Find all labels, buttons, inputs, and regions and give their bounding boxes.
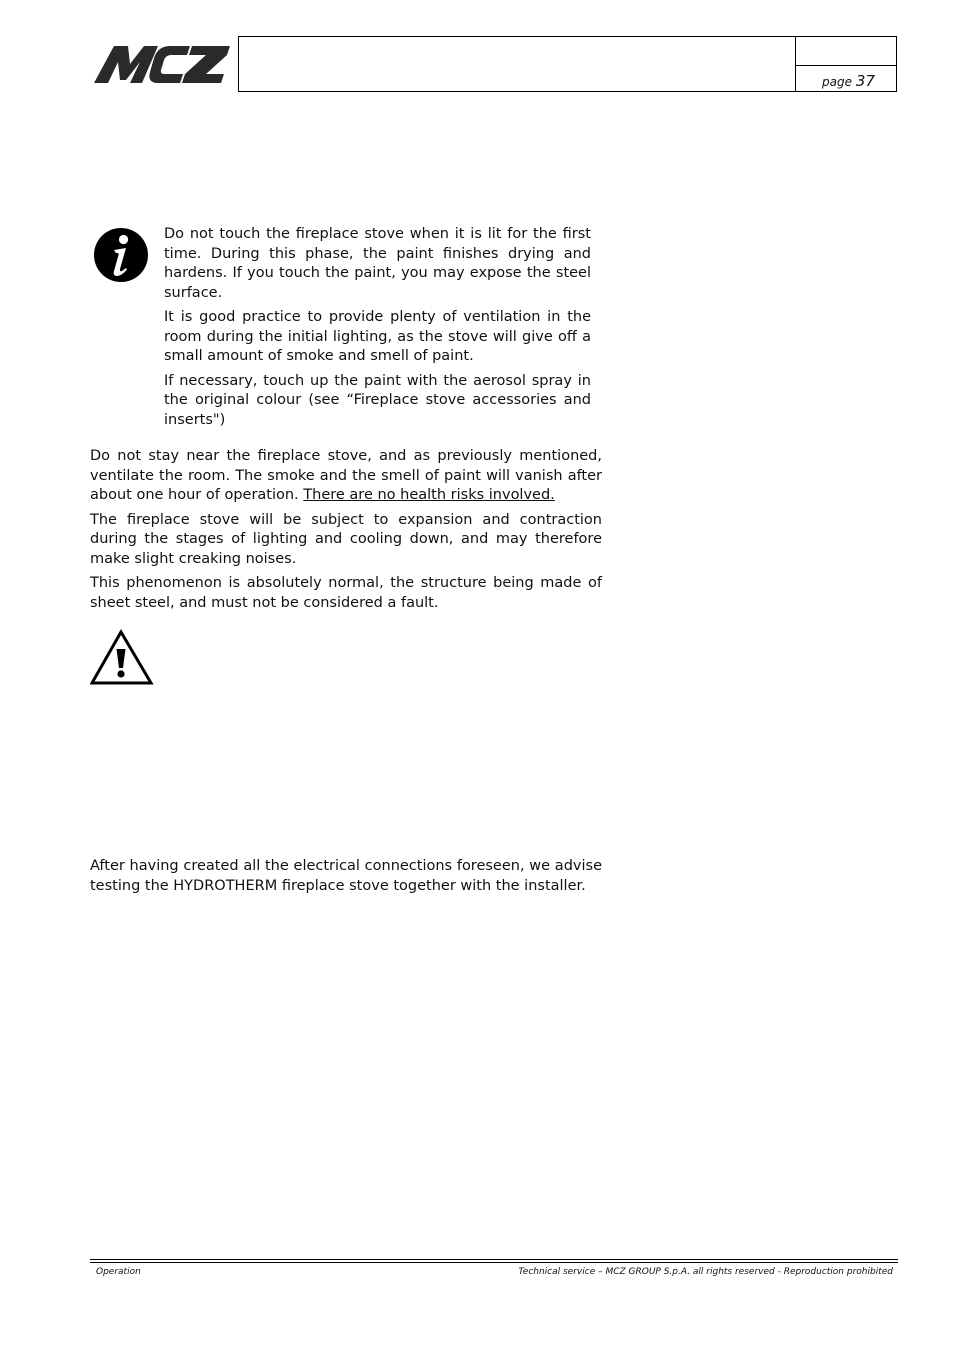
footer-rule	[90, 1259, 898, 1260]
testing-section	[90, 857, 602, 901]
footer-section-label: Operation	[96, 1267, 141, 1277]
body-paragraph	[90, 447, 602, 506]
info-icon	[92, 226, 150, 284]
body-paragraph: After having created all the electrical connections foreseen, we advise testing the HYDROTHERM fireplace stove together with the installer.	[90, 858, 602, 894]
info-paragraph: It is good practice to provide plenty of ventilation in the room during the initial lighting, as the stove will give off a small amount of smoke and smell of paint.	[164, 309, 591, 364]
warning-icon	[90, 629, 154, 686]
body-paragraph-text: Do not stay near the fireplace stove, and as previously mentioned, ventilate the room. The smoke and the smell of paint will vanish after about one hour of operation.	[90, 448, 602, 503]
body-section	[90, 447, 602, 618]
body-paragraph: This phenomenon is absolutely normal, the structure being made of sheet steel, and must not be considered a fault.	[90, 575, 602, 611]
footer-rule	[90, 1262, 898, 1263]
footer-copyright: Technical service – MCZ GROUP S.p.A. all rights reserved - Reproduction prohibited	[518, 1267, 893, 1277]
mcz-logo	[92, 40, 232, 88]
page-number-cell	[795, 66, 897, 92]
body-paragraph: The fireplace stove will be subject to expansion and contraction during the stages of lighting and cooling down, and may therefore make slight creaking noises.	[90, 511, 602, 567]
info-paragraph: If necessary, touch up the paint with the aerosol spray in the original colour (see “Fireplace stove accessories and inserts")	[164, 372, 591, 428]
page-label: page	[822, 75, 852, 89]
info-paragraph: Do not touch the fireplace stove when it is lit for the first time. During this phase, the paint finishes drying and hardens. If you touch the paint, you may expose the steel surface.	[164, 226, 591, 301]
page-number: 37	[855, 72, 875, 90]
info-note	[164, 225, 591, 435]
header-cell	[795, 36, 897, 66]
underlined-note: There are no health risks involved.	[303, 487, 555, 503]
